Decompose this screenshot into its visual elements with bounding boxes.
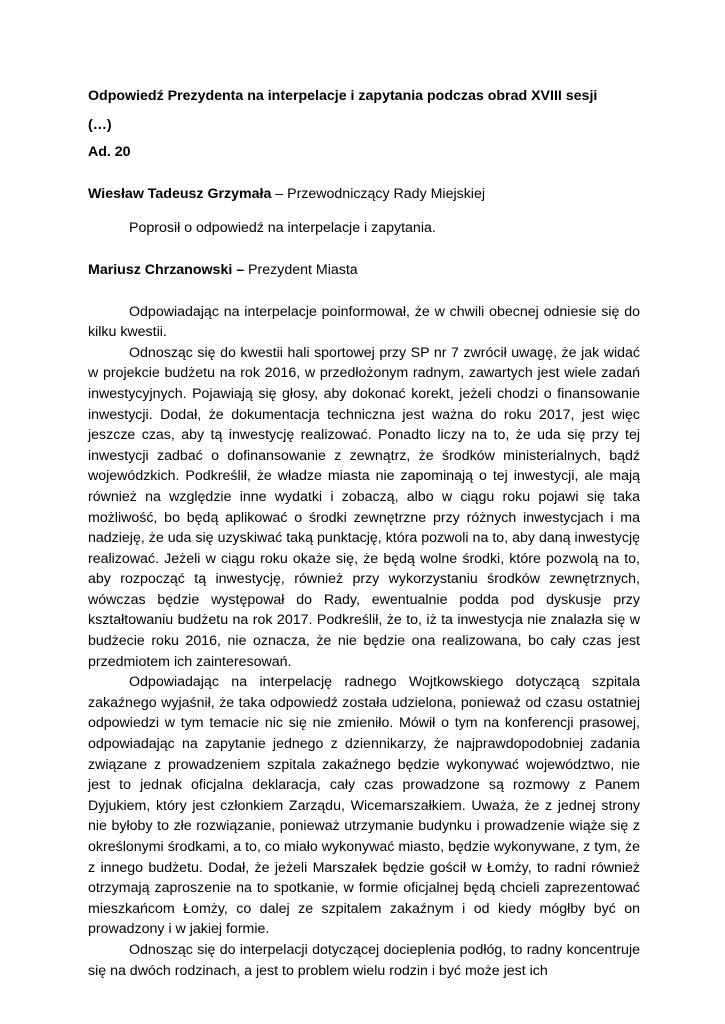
paragraph-sports-hall: Odnosząc się do kwestii hali sportowej przy SP nr 7 zwrócił uwagę, że jak widać w projekcie budżetu na rok 2016, w przedłożonym radnym, zawartych jest wiele zadań inwestycyjnych. Pojawiają się głosy, aby dokonać korekt, jeżeli chodzi o finansowanie inwestycji. Dodał, że dokumentacja techniczna jest ważna do roku 2017, jest więc jeszcze czas, aby tą inwestycję realizować. Ponadto liczy na to, że uda się przy tej inwestycji zadbać o dofinansowanie z zewnątrz, że środków ministerialnych, bądź wojewódzkich. Podkreślił, że władze miasta nie zapominają o tej inwestycji, ale mają również na względzie inne wydatki i zobaczą, albo w ciągu roku pojawi się taka możliwość, bo będą aplikować o środki zewnętrzne przy różnych inwestycjach i ma nadzieję, że uda się uzyskiwać taką punktację, która pozwoli na to, aby daną inwestycję realizować. Jeżeli w ciągu roku okaże się, że będą wolne środki, które pozwolą na to, aby rozpocząć tą inwestycję, również przy wykorzystaniu środków zewnętrznych, wówczas będzie występował do Rady, ewentualnie podda pod dyskusje przy kształtowaniu budżetu na rok 2017. Podkreślił, że to, iż ta inwestycja nie znalazła się w budżecie roku 2016, nie oznacza, że nie będzie ona realizowana, bo cały czas jest przedmiotem ich zainteresowań. [88, 344, 640, 670]
document-body [88, 86, 640, 981]
document-title: Odpowiedź Prezydenta na interpelacje i zapytania podczas obrad XVIII sesji [88, 88, 598, 104]
chairman-statement: Poprosił o odpowiedź na interpelacje i zapytania. [129, 220, 436, 237]
paragraph-floor-insulation: Odnosząc się do interpelacji dotyczącej docieplenia podłóg, to radny koncentruje się na dwóch rodzinach, a jest to problem wielu rodzin i być może jest ich [88, 941, 640, 979]
speaker-chairman [88, 184, 640, 205]
speaker-chairman-role: – Przewodniczący Rady Miejskiej [271, 185, 486, 202]
paragraph-infectious-hospital: Odpowiadając na interpelację radnego Wojtkowskiego dotyczącą szpitala zakaźnego wyjaśnił, że taka odpowiedź została udzielona, ponieważ od czasu ostatniej odpowiedzi w tym temacie nic się nie zmieniło. Mówił o tym na konferencji prasowej, odpowiadając na zapytanie jednego z dziennikarzy, że najprawdopodobniej zadania związane z prowadzeniem szpitala zakaźnego będzie wykonywać województwo, nie jest to jednak oficjalna deklaracja, cały czas prowadzone są rozmowy z Panem Dyjukiem, który jest członkiem Zarządu, Wicemarszałkiem. Uważa, że z jednej strony nie byłoby to złe rozwiązanie, ponieważ utrzymanie budynku i prowadzenie wiąże się z określonymi środkami, a to, co miało wykonywać miasto, będzie wykonywane, z tym, że z innego budżetu. Dodał, że jeżeli Marszałek będzie gościł w Łomży, to radni również otrzymają zaproszenie na to spotkanie, w formie oficjalnej będą chcieli zaprezentować mieszkańcom Łomży, co dalej ze szpitalem zakaźnym i od kiedy mógłby być on prowadzony i w jakiej formie. [88, 674, 640, 938]
speaker-chairman-name: Wiesław Tadeusz Grzymała [88, 185, 272, 202]
paragraph-intro: Odpowiadając na interpelacje poinformował, że w chwili obecnej odniesie się do kilku kwestii. [88, 303, 640, 341]
omission-marker: (…) [88, 116, 112, 133]
agenda-item: Ad. 20 [88, 144, 131, 161]
speaker-president-name: Mariusz Chrzanowski – [88, 261, 245, 278]
speaker-president [88, 260, 640, 281]
speaker-president-role: Prezydent Miasta [244, 261, 358, 278]
